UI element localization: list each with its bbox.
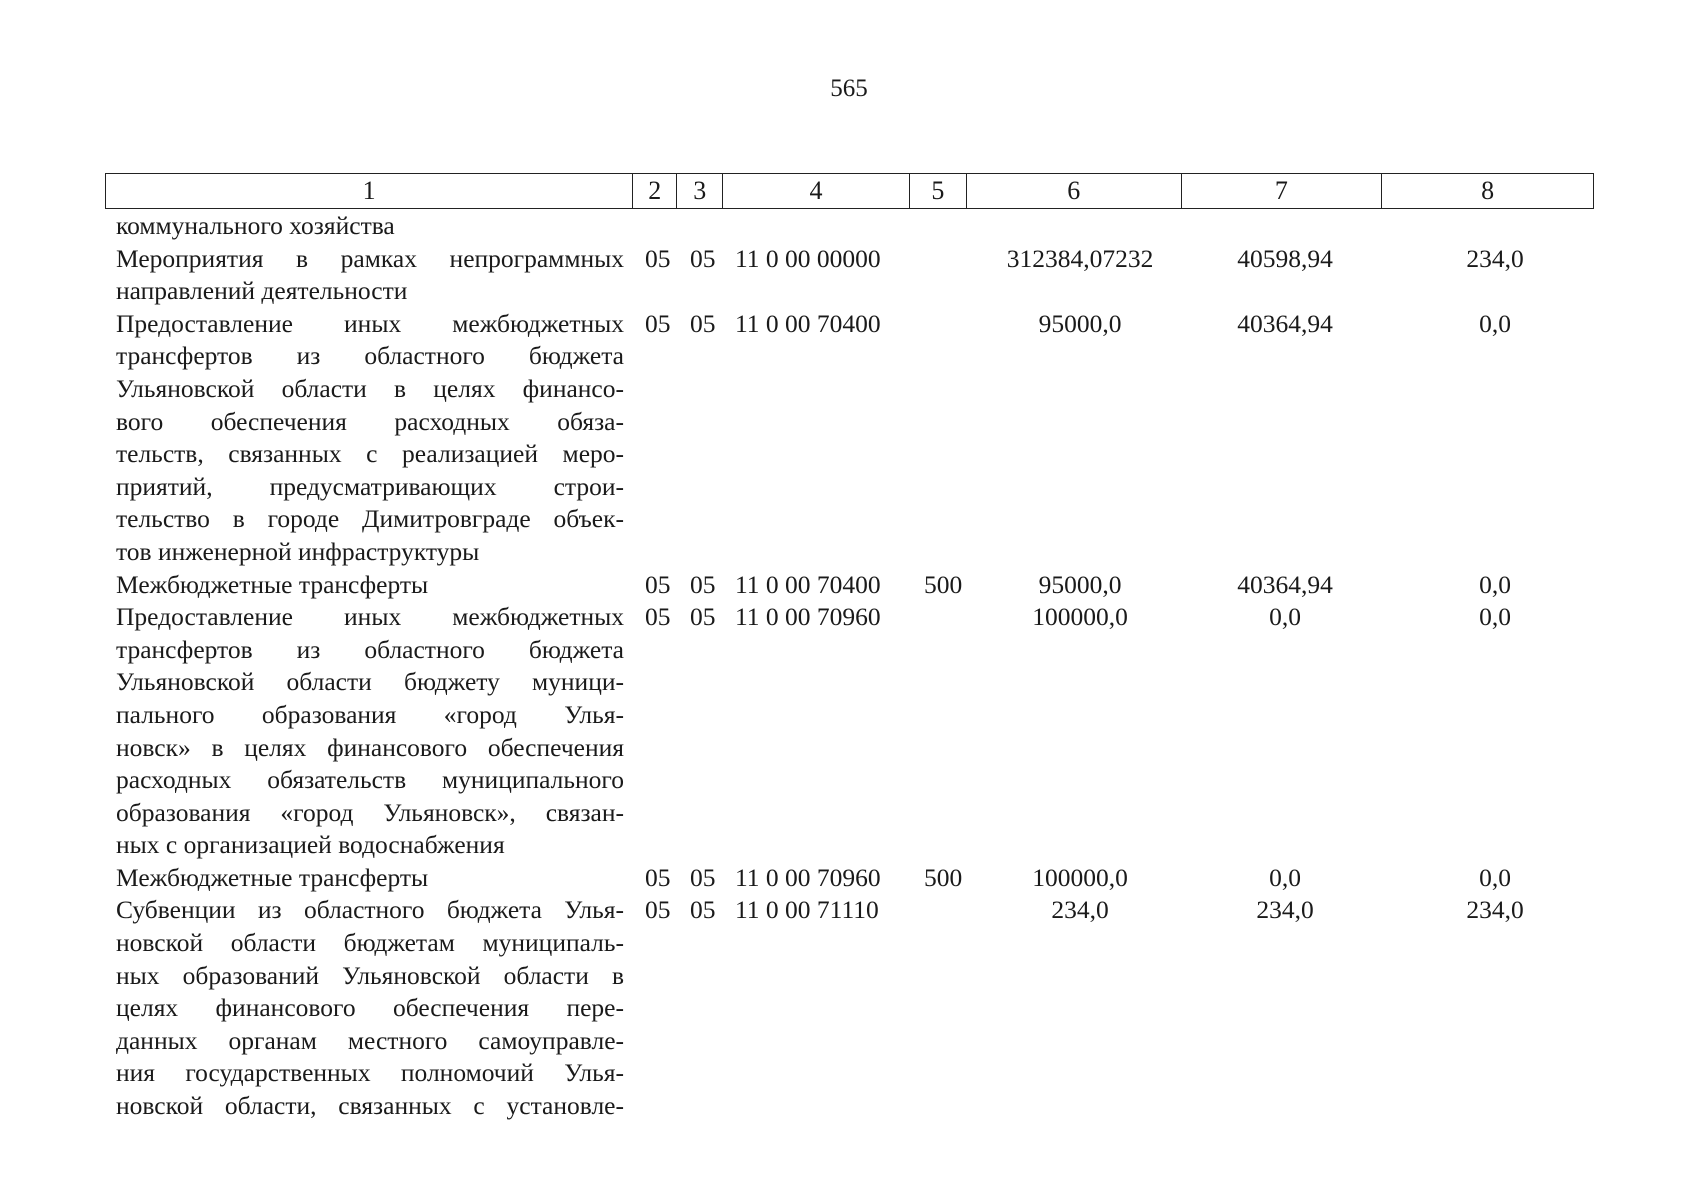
cell-col-4: 11 0 00 71110: [735, 895, 879, 925]
header-col-8: 8: [1481, 176, 1495, 205]
cell-col-7: 40364,94: [1237, 569, 1333, 599]
cell-col-3: 05: [690, 862, 716, 892]
description-line: тов инженерной инфраструктуры: [116, 536, 480, 566]
description-line: целях финансового обеспечения пере-: [116, 993, 624, 1023]
cell-col-6: 100000,0: [1032, 862, 1128, 892]
cell-col-3: 05: [690, 602, 716, 632]
cell-col-7: 234,0: [1256, 895, 1314, 925]
description-line: данных органам местного самоуправле-: [116, 1025, 624, 1055]
cell-col-4: 11 0 00 70960: [735, 862, 881, 892]
cell-col-2: 05: [645, 569, 671, 599]
description-line: Ульяновской области в целях финансо-: [116, 373, 624, 403]
cell-col-2: 05: [645, 895, 671, 925]
header-col-4: 4: [723, 174, 910, 208]
cell-col-8: 0,0: [1479, 569, 1511, 599]
table-row: [0, 894, 1698, 1122]
page-number: 565: [830, 75, 868, 102]
cell-col-6: 95000,0: [1038, 569, 1122, 599]
description-line: приятий, предусматривающих строи-: [116, 471, 624, 501]
description-line: трансфертов из областного бюджета: [116, 341, 624, 371]
description-line: ных образований Ульяновской области в: [116, 960, 624, 990]
description-line: направлений деятельности: [116, 276, 408, 306]
description-line: расходных обязательств муниципального: [116, 765, 624, 795]
cell-col-3: 05: [690, 895, 716, 925]
description-line: тельство в городе Димитровграде объек-: [116, 504, 624, 534]
row-description: [116, 601, 624, 862]
description-line: тельств, связанных с реализацией меро-: [116, 439, 624, 469]
cell-col-7: 0,0: [1269, 862, 1301, 892]
description-line: новской области, связанных с установле-: [116, 1091, 624, 1121]
cell-col-8: 0,0: [1479, 308, 1511, 338]
description-line: ных с организацией водоснабжения: [116, 830, 505, 860]
cell-col-6: 312384,07232: [1006, 243, 1154, 273]
description-line: Ульяновской области бюджету муници-: [116, 667, 624, 697]
cell-col-8: 0,0: [1479, 602, 1511, 632]
cell-col-2: 05: [645, 862, 671, 892]
table-row: [0, 601, 1698, 862]
cell-col-8: 0,0: [1479, 862, 1511, 892]
description-line: трансфертов из областного бюджета: [116, 634, 624, 664]
table-header: [105, 173, 1594, 209]
cell-col-7: 40364,94: [1237, 308, 1333, 338]
cell-col-4: 11 0 00 70400: [735, 569, 881, 599]
cell-col-2: 05: [645, 602, 671, 632]
description-line: образования «город Ульяновск», связан-: [116, 797, 624, 827]
description-line: Субвенции из областного бюджета Улья-: [116, 895, 624, 925]
description-line: Предоставление иных межбюджетных: [116, 308, 624, 338]
description-line: Межбюджетные трансферты: [116, 569, 429, 599]
cell-col-4: 11 0 00 70960: [735, 602, 881, 632]
description-line: Межбюджетные трансферты: [116, 862, 429, 892]
cell-col-6: 100000,0: [1032, 602, 1128, 632]
cell-col-5: 500: [924, 569, 963, 599]
cell-col-4: 11 0 00 70400: [735, 308, 881, 338]
cell-col-8: 234,0: [1466, 243, 1524, 273]
table-row: [0, 210, 1698, 243]
description-line: новской области бюджетам муниципаль-: [116, 928, 624, 958]
header-col-3: 3: [677, 174, 723, 208]
table-row: [0, 243, 1698, 308]
header-col-2: 2: [633, 174, 677, 208]
row-description: [116, 210, 624, 243]
table-row: [0, 862, 1698, 895]
row-description: [116, 308, 624, 569]
cell-col-2: 05: [645, 243, 671, 273]
cell-col-3: 05: [690, 243, 716, 273]
cell-col-2: 05: [645, 308, 671, 338]
row-description: [116, 243, 624, 308]
cell-col-3: 05: [690, 308, 716, 338]
description-line: новск» в целях финансового обеспечения: [116, 732, 624, 762]
table-body: [0, 210, 1698, 1123]
cell-col-7: 40598,94: [1237, 243, 1333, 273]
description-line: Предоставление иных межбюджетных: [116, 602, 624, 632]
header-col-7: 7: [1182, 174, 1383, 208]
cell-col-8: 234,0: [1466, 895, 1524, 925]
description-line: пального образования «город Улья-: [116, 699, 624, 729]
header-col-6: 6: [967, 174, 1182, 208]
cell-col-5: 500: [924, 862, 963, 892]
table-row: [0, 569, 1698, 602]
row-description: [116, 569, 624, 602]
cell-col-6: 95000,0: [1038, 308, 1122, 338]
header-col-5: 5: [910, 174, 967, 208]
description-line: Мероприятия в рамках непрограммных: [116, 243, 624, 273]
description-line: ния государственных полномочий Улья-: [116, 1058, 624, 1088]
cell-col-6: 234,0: [1051, 895, 1109, 925]
row-description: [116, 862, 624, 895]
cell-col-7: 0,0: [1269, 602, 1301, 632]
cell-col-3: 05: [690, 569, 716, 599]
description-line: коммунального хозяйства: [116, 211, 395, 240]
table-row: [0, 308, 1698, 569]
description-line: вого обеспечения расходных обяза-: [116, 406, 624, 436]
cell-col-4: 11 0 00 00000: [735, 243, 881, 273]
header-col-1: 1: [106, 174, 633, 208]
row-description: [116, 894, 624, 1122]
